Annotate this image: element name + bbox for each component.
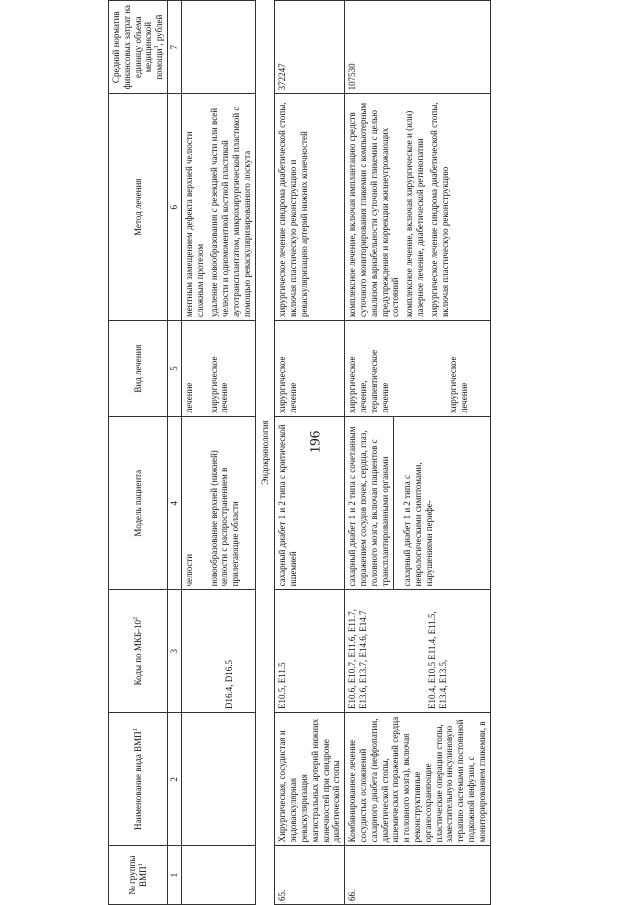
cell-method-text: удаление новообразования с резекцией части или всей челюсти и одномоментной костной пластикой аутотрансплантатом, микрохирургической пластикой с помощью реваскуляризированного лоскута <box>209 106 252 318</box>
table-row-continuation <box>181 1 255 905</box>
cell-number: 65. <box>275 846 345 905</box>
cell-method <box>181 94 255 321</box>
cell-cost: 107530 <box>345 1 490 94</box>
header-treatment-method: Метод лечения <box>109 94 168 321</box>
column-number: 3 <box>167 590 181 713</box>
cell-treatment-type: хирургическое лечение <box>275 321 345 417</box>
rotated-table-area <box>108 0 638 905</box>
cell-model: сахарный диабет 1 и 2 типа с критической ишемией <box>275 417 345 590</box>
cell-codes: E10.5, E11.5 <box>275 590 345 713</box>
cell-treatment-type-text: хирургическое лечение <box>448 356 470 414</box>
column-number: 6 <box>167 94 181 321</box>
cell-name <box>181 713 255 846</box>
cell-codes-text: E10.6, E10.7, E11.6, E11.7, E13.6, E13.7, E14.6, E14.7 <box>347 608 368 710</box>
page-number: 196 <box>307 430 324 454</box>
cell-codes <box>181 590 255 713</box>
cell-number <box>181 846 255 905</box>
vmp-table <box>108 0 491 905</box>
table-row <box>275 1 345 905</box>
section-row <box>255 1 275 905</box>
cell-codes-text: D16.4, D16.5 <box>223 660 234 710</box>
cell-number: 66. <box>345 846 490 905</box>
cell-model-text: сахарный диабет 1 и 2 типа с неврологическими симптомами, нарушениями перифе- <box>402 462 434 587</box>
cell-method: хирургическое лечение синдрома диабетической стопы, включая пластическую реконструкцию и реваскуляризацию артерий нижних конечностей <box>275 94 345 321</box>
cell-treatment-type <box>181 321 255 417</box>
cell-treatment-type-text: хирургическое лечение <box>208 356 230 414</box>
header-group-number: № группы ВМП$^1$ <box>109 846 168 905</box>
cell-name: Комбинированное лечение сосудистых осложнений сахарного диабета (нефропатии, диабетической стопы, ишемических поражений сердца и головного мозга), включая реконструктивные органосохраняющие пластические операции стопы, заместительную инсулиновую терапию системами постоянной подкожной инфузии, с мониторированием гликемии, в <box>345 713 490 846</box>
cell-cost: 372247 <box>275 1 345 94</box>
cell-treatment-type <box>345 321 490 417</box>
header-patient-model: Модель пациента <box>109 417 168 590</box>
cell-method <box>345 94 490 321</box>
cell-model-text: новообразование верхней (нижней) челюсти с распространением в прилегающие области <box>208 450 241 587</box>
cell-method-text: хирургическое лечение синдрома диабетической стопы, включая пластическую реконструкцию <box>428 102 450 318</box>
cell-model <box>181 417 255 590</box>
header-vmp-name: Наименование вида ВМП$^1$ <box>109 713 168 846</box>
cell-codes-text: E10.4, E10.5 E11.4, E11.5, E13.4, E13.5, <box>426 611 448 710</box>
cell-cost <box>181 1 255 94</box>
cell-model-text: челюсти <box>183 553 194 587</box>
header-cost: Средний норматив финансовых затрат на единицу объема медицинской помощи$^3$, рублей <box>109 1 168 94</box>
cell-method-text: комплексное лечение, включая имплантацию средств суточного мониторирования гликемии с компьютерным анализом вариабельности суточной гликемии с целью предупреждения и коррекции жизнеугрожающих состояний <box>347 102 401 318</box>
header-row <box>109 1 168 905</box>
cell-name: Хирургическая, сосудистая и эндоваскулярная реваскуляризация магистральных артерий нижних конечностей при синдроме диабетической стопы <box>275 713 345 846</box>
cell-method-text: ментным замещением дефекта верхней челюсти сложным протезом <box>183 131 205 318</box>
cell-method-text: комплексное лечение, включая хирургическое и (или) лазерное лечение, диабетической ретинопатии <box>404 110 425 318</box>
cell-model-text: сахарный диабет 1 и 2 типа с сочетанным поражением сосудов почек, сердца, глаз, головного мозга, включая пациентов с трансплантированными органами <box>347 426 390 587</box>
section-title: Эндокринология <box>255 1 275 905</box>
column-number: 2 <box>167 713 181 846</box>
cell-treatment-type-text: лечение <box>183 382 194 414</box>
sub-divider <box>393 417 399 589</box>
column-number: 4 <box>167 417 181 590</box>
header-icd-codes: Коды по МКБ-$10^2$ <box>109 590 168 713</box>
cell-codes <box>345 590 490 713</box>
cell-treatment-type-text: хирургическое лечение, терапевтическое лечение <box>347 349 390 414</box>
column-number: 7 <box>167 1 181 94</box>
column-number: 1 <box>167 846 181 905</box>
column-number: 5 <box>167 321 181 417</box>
table-row <box>345 1 490 905</box>
cell-model <box>345 417 490 590</box>
column-number-row <box>167 1 181 905</box>
header-treatment-type: Вид лечения <box>109 321 168 417</box>
